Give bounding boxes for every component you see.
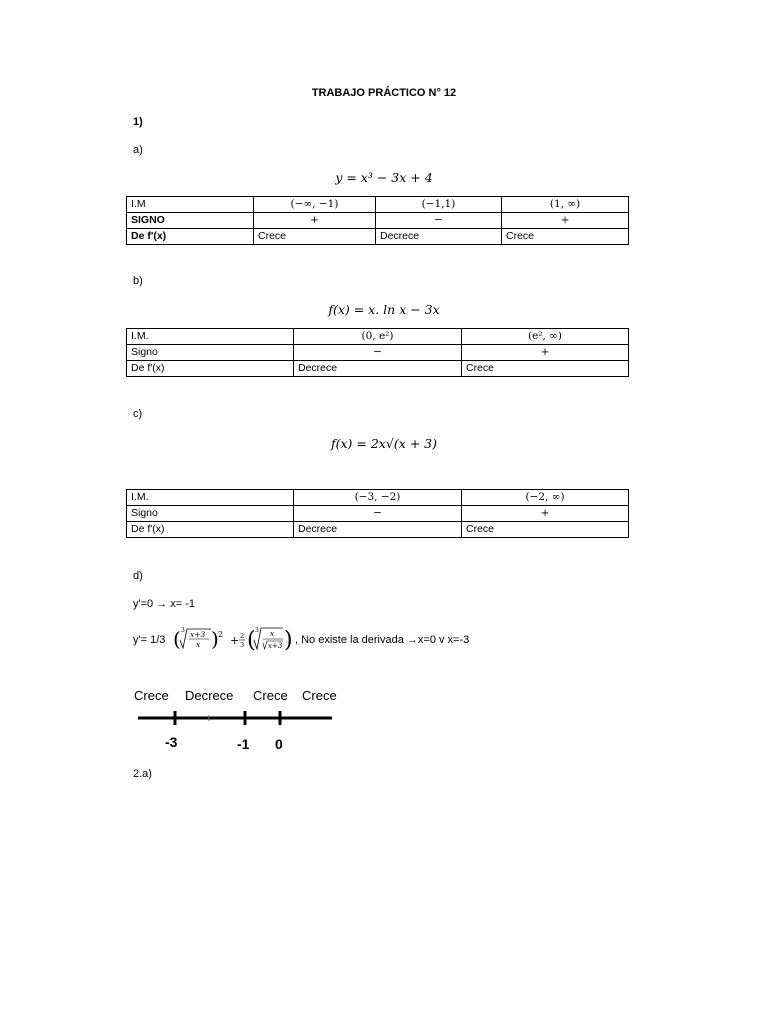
- part-d-label: d): [133, 570, 143, 582]
- part-c-equation: f(x) = 2x√(x + 3): [331, 436, 437, 451]
- part-c-table: [126, 489, 629, 538]
- derivative-formula: [133, 626, 493, 656]
- table-cell: Crece: [254, 229, 376, 245]
- table-cell: +: [502, 213, 629, 229]
- paren-close: ): [284, 628, 293, 653]
- frac3-den: x+3: [268, 642, 283, 650]
- table-cell: (−∞, −1): [254, 197, 376, 213]
- table-cell: Crece: [462, 522, 629, 538]
- table-cell: Crece: [462, 361, 629, 377]
- frac2-num: 2: [240, 632, 245, 640]
- table-cell: (1, ∞): [502, 197, 629, 213]
- part-a-table: [126, 196, 629, 245]
- table-cell: De f'(x): [127, 522, 294, 538]
- table-cell: Signo: [127, 345, 294, 361]
- table-cell: (−3, −2): [294, 490, 462, 506]
- tick-label: -3: [165, 734, 178, 750]
- table-cell: −: [376, 213, 502, 229]
- table-cell: Decrece: [294, 522, 462, 538]
- table-cell: Crece: [502, 229, 629, 245]
- tick-label: 0: [275, 736, 283, 752]
- question-1-label: 1): [133, 116, 143, 128]
- interval-label: Crece: [302, 688, 337, 703]
- table-cell: (−1,1): [376, 197, 502, 213]
- table-cell: −: [294, 506, 462, 522]
- frac2-den: 3: [240, 641, 245, 649]
- part-b-table: [126, 328, 629, 377]
- part-a-equation: y = x³ − 3x + 4: [335, 170, 433, 185]
- derivative-zero-line: y'=0 → x= -1: [133, 598, 196, 610]
- plus-sign: +: [230, 634, 240, 647]
- interval-label: Crece: [253, 688, 288, 703]
- table-cell: +: [462, 345, 629, 361]
- part-b-label: b): [133, 275, 143, 287]
- table-cell: Signo: [127, 506, 294, 522]
- formula-prefix: y'= 1/3: [133, 634, 166, 646]
- power: 2: [218, 630, 224, 639]
- table-cell: I.M.: [127, 490, 294, 506]
- table-cell: (−2, ∞): [462, 490, 629, 506]
- tick-label: -1: [237, 736, 250, 752]
- frac1-num: x+3: [190, 630, 206, 639]
- table-cell: Decrece: [376, 229, 502, 245]
- root-index: 3: [255, 627, 259, 634]
- frac1-den: x: [196, 640, 201, 649]
- paren-open: (: [247, 628, 256, 653]
- paren-close: ): [211, 627, 219, 651]
- table-cell: SIGNO: [127, 213, 254, 229]
- part-c-label: c): [133, 408, 143, 420]
- paren-open: (: [173, 627, 181, 651]
- table-cell: De f'(x): [127, 361, 294, 377]
- table-cell: +: [254, 213, 376, 229]
- frac3-num: x: [270, 629, 275, 638]
- part-b-equation: f(x) = x. ln x − 3x: [328, 302, 440, 317]
- table-cell: +: [462, 506, 629, 522]
- number-line: [130, 708, 340, 728]
- table-cell: −: [294, 345, 462, 361]
- table-cell: Decrece: [294, 361, 462, 377]
- table-cell: De f'(x): [127, 229, 254, 245]
- table-cell: (0, e²): [294, 329, 462, 345]
- interval-label: Decrece: [185, 688, 234, 703]
- table-cell: I.M.: [127, 329, 294, 345]
- part-a-label: a): [133, 144, 143, 156]
- page-title: TRABAJO PRÁCTICO N° 12: [311, 87, 457, 99]
- formula-suffix: , No existe la derivada →x=0 v x=-3: [295, 634, 470, 646]
- table-cell: (e², ∞): [462, 329, 629, 345]
- interval-label: Crece: [134, 688, 169, 703]
- root-index: 3: [181, 627, 185, 634]
- question-2a-label: 2.a): [133, 768, 152, 780]
- table-cell: I.M: [127, 197, 254, 213]
